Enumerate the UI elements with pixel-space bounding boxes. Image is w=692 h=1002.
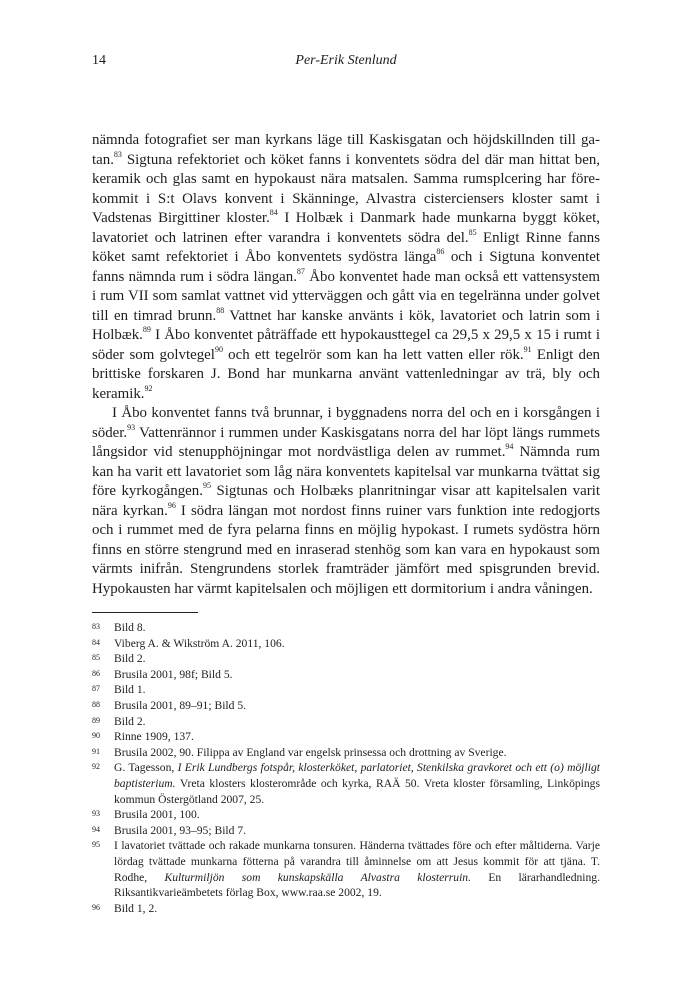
text-run: Åbo konventet hade man också ett vattensystem i rum VII som samlat vattnet vid ytterväggen och gått via en tegelränna under golvet till en timrad brunn. <box>92 268 600 324</box>
footnote-reference: 88 <box>216 305 225 315</box>
footnote-reference: 85 <box>468 227 477 237</box>
footnote-text <box>114 714 600 730</box>
footnote <box>92 682 600 698</box>
footnote-text <box>114 620 600 636</box>
footnote-number: 87 <box>92 684 100 694</box>
page-number: 14 <box>92 53 106 68</box>
footnote <box>92 823 600 839</box>
footnote-number: 83 <box>92 622 100 631</box>
footnote <box>92 714 600 730</box>
body-paragraph <box>92 131 600 404</box>
footnote-reference: 94 <box>505 442 514 452</box>
text-run: Viberg A. & Wikström A. 2011, 106. <box>114 636 285 650</box>
text-run: Nämnda rum kan ha varit ett lavatoriet som låg nära konventets kapitelsal var munkarna tvättat sig före kyrkogången. <box>92 444 600 499</box>
footnote <box>92 636 600 652</box>
footnote-text <box>114 682 600 698</box>
footnote-reference: 96 <box>167 500 176 510</box>
footnote-number: 85 <box>92 653 100 663</box>
footnote-text <box>114 667 600 683</box>
text-run: Bild 2. <box>114 714 146 728</box>
footnote-number: 86 <box>92 668 100 678</box>
body-paragraph <box>92 404 600 599</box>
footnote-text <box>114 807 600 823</box>
text-run: Brusila 2001, 100. <box>114 808 200 822</box>
running-head-author: Per-Erik Stenlund <box>295 53 397 68</box>
text-run: I Åbo konventet fanns två brunnar, i byggnadens norra del och en i korsgången i söder. <box>92 405 600 441</box>
footnote-number: 94 <box>92 824 100 834</box>
footnote-number: 96 <box>92 902 100 912</box>
footnote-number: 92 <box>92 762 100 772</box>
text-run: Vattenrännor i rummen under Kaskisgatans norra del har löpt längs rummets långsidor vid stenupphöjningar mot nordvästliga delen av rummet. <box>92 424 600 460</box>
text-run: Bild 8. <box>114 621 146 634</box>
footnote-number: 91 <box>92 746 100 756</box>
footnote-reference: 93 <box>127 422 136 432</box>
text-run: Brusila 2002, 90. Filippa av England var engelsk prinsessa och drottning av Sverige. <box>114 745 507 759</box>
italic-title: I Erik Lundbergs fotspår, klosterköket, parlatoriet, Stenkilska gravkoret och ett (o) möjligt baptisterium. <box>114 761 600 790</box>
footnote-number: 89 <box>92 715 100 725</box>
text-run: Enligt Rinne fanns köket samt refektoriet i Åbo konventets sydöstra länga <box>92 229 600 265</box>
body-text <box>92 131 600 599</box>
footnote-reference: 90 <box>214 344 223 354</box>
text-run: Rinne 1909, 137. <box>114 730 194 744</box>
text-run: En lärarhandledning. Riksantikvarieämbetets förlag Box, www.raa.se 2002, 19. <box>114 870 600 900</box>
text-run: I lavatoriet tvättade och rakade munkarna tonsuren. Händerna tvättades före och efter måltiderna. Varje lördag tvättade munkarna fötterna på varandra till åminnelse om att Jesus kommit för att tjäna. T. Rodhe, <box>114 839 600 884</box>
footnote-text <box>114 651 600 667</box>
footnote <box>92 698 600 714</box>
text-run: och i Sigtuna konventet fanns nämnda rum i södra längan. <box>92 249 600 285</box>
footnote-text <box>114 838 600 900</box>
footnote <box>92 745 600 761</box>
text-run: Brusila 2001, 93–95; Bild 7. <box>114 823 247 837</box>
footnote <box>92 901 600 917</box>
footnote-text <box>114 698 600 714</box>
text-run: I Holbæk i Danmark hade munkarna byggt köket, lavatoriet och latrinen efter varandra i konventets södra del. <box>92 210 601 246</box>
text-run: nämnda fotografiet ser man kyrkans läge till Kaskisgatan och höjdskillnden till gatan. <box>92 132 600 168</box>
text-run: Bild 1. <box>114 683 146 697</box>
footnote <box>92 729 600 745</box>
text-run: Bild 1, 2. <box>114 901 158 915</box>
footnote <box>92 620 600 636</box>
text-run: Vattnet har kanske använts i kök, lavatoriet och latrin som i Holbæk. <box>92 307 601 343</box>
footnote-text <box>114 745 600 761</box>
footnote-reference: 86 <box>436 247 445 257</box>
footnote <box>92 760 600 807</box>
text-run: Brusila 2001, 89–91; Bild 5. <box>114 698 247 712</box>
footnote-reference: 83 <box>113 149 122 159</box>
text-run: Sigtunas och Holbæks planritningar visar att kapitelsalen varit nära kyrkan. <box>92 483 600 519</box>
footnote-reference: 84 <box>269 208 278 218</box>
footnote-divider <box>92 612 198 613</box>
footnote-number: 88 <box>92 699 100 709</box>
text-run: Sigtuna refektoriet och köket fanns i konventets södra del där man hittat ben, keramik och glas samt en hypokaust nära matsalen. Samma rumsplcering har förekommit i S:t Olavs konvent i Skänninge, Alvastra cisterciensers kloster samt i Vadstenas Birgittiner kloster. <box>92 151 600 226</box>
page-header <box>92 53 600 73</box>
text-run: Bild 2. <box>114 652 146 666</box>
footnote-text <box>114 760 600 807</box>
footnote-text <box>114 901 600 917</box>
footnote-text <box>114 636 600 652</box>
footnote-reference: 89 <box>142 325 151 335</box>
text-run: Brusila 2001, 98f; Bild 5. <box>114 667 233 681</box>
footnote <box>92 651 600 667</box>
footnotes <box>92 620 600 916</box>
footnote-number: 95 <box>92 840 100 850</box>
footnote-text <box>114 823 600 839</box>
italic-title: Kulturmiljön som kunskapskälla Alvastra klosterruin. <box>164 870 471 884</box>
text-run: Enligt den brittiske forskaren J. Bond har munkarna använt vattenledningar av trä, bly och keramik. <box>92 346 600 402</box>
text-run: G. Tagesson, <box>114 761 178 775</box>
footnote-text <box>114 729 600 745</box>
footnote <box>92 838 600 900</box>
footnote-reference: 92 <box>144 383 153 393</box>
text-run: I Åbo konventet påträffade ett hypokausttegel ca 29,5 x 29,5 x 15 i rumt i söder som golvtegel <box>92 327 600 363</box>
footnote-reference: 87 <box>296 266 305 276</box>
footnote-number: 93 <box>92 809 100 819</box>
footnote-reference: 95 <box>202 481 211 491</box>
footnote <box>92 807 600 823</box>
text-run: och ett tegelrör som kan ha lett vatten eller rök. <box>222 346 524 363</box>
footnote-reference: 91 <box>523 344 532 354</box>
footnote-number: 90 <box>92 731 100 741</box>
text-run: Vreta klosters klosterområde och kyrka, RAÄ 50. Vreta kloster församling, Linköpings kommun Östergötland 2007, 25. <box>114 776 600 806</box>
footnote <box>92 667 600 683</box>
footnote-number: 84 <box>92 637 100 647</box>
text-run: I södra längan mot nordost finns ruiner vars funktion inte redogjorts och i rummet med de fyra pelarna finns en möjlig hypokast. I rumets sydöstra hörn finns en större stengrund med en inraserad stenhög som kan vara en hypokaust som värmts inifrån. Stengrundens storlek framträder jämfört med spisgrunden brevid. Hypokausten har värmt kapitelsalen och möjligen ett dormitorium i andra våningen. <box>92 502 601 597</box>
